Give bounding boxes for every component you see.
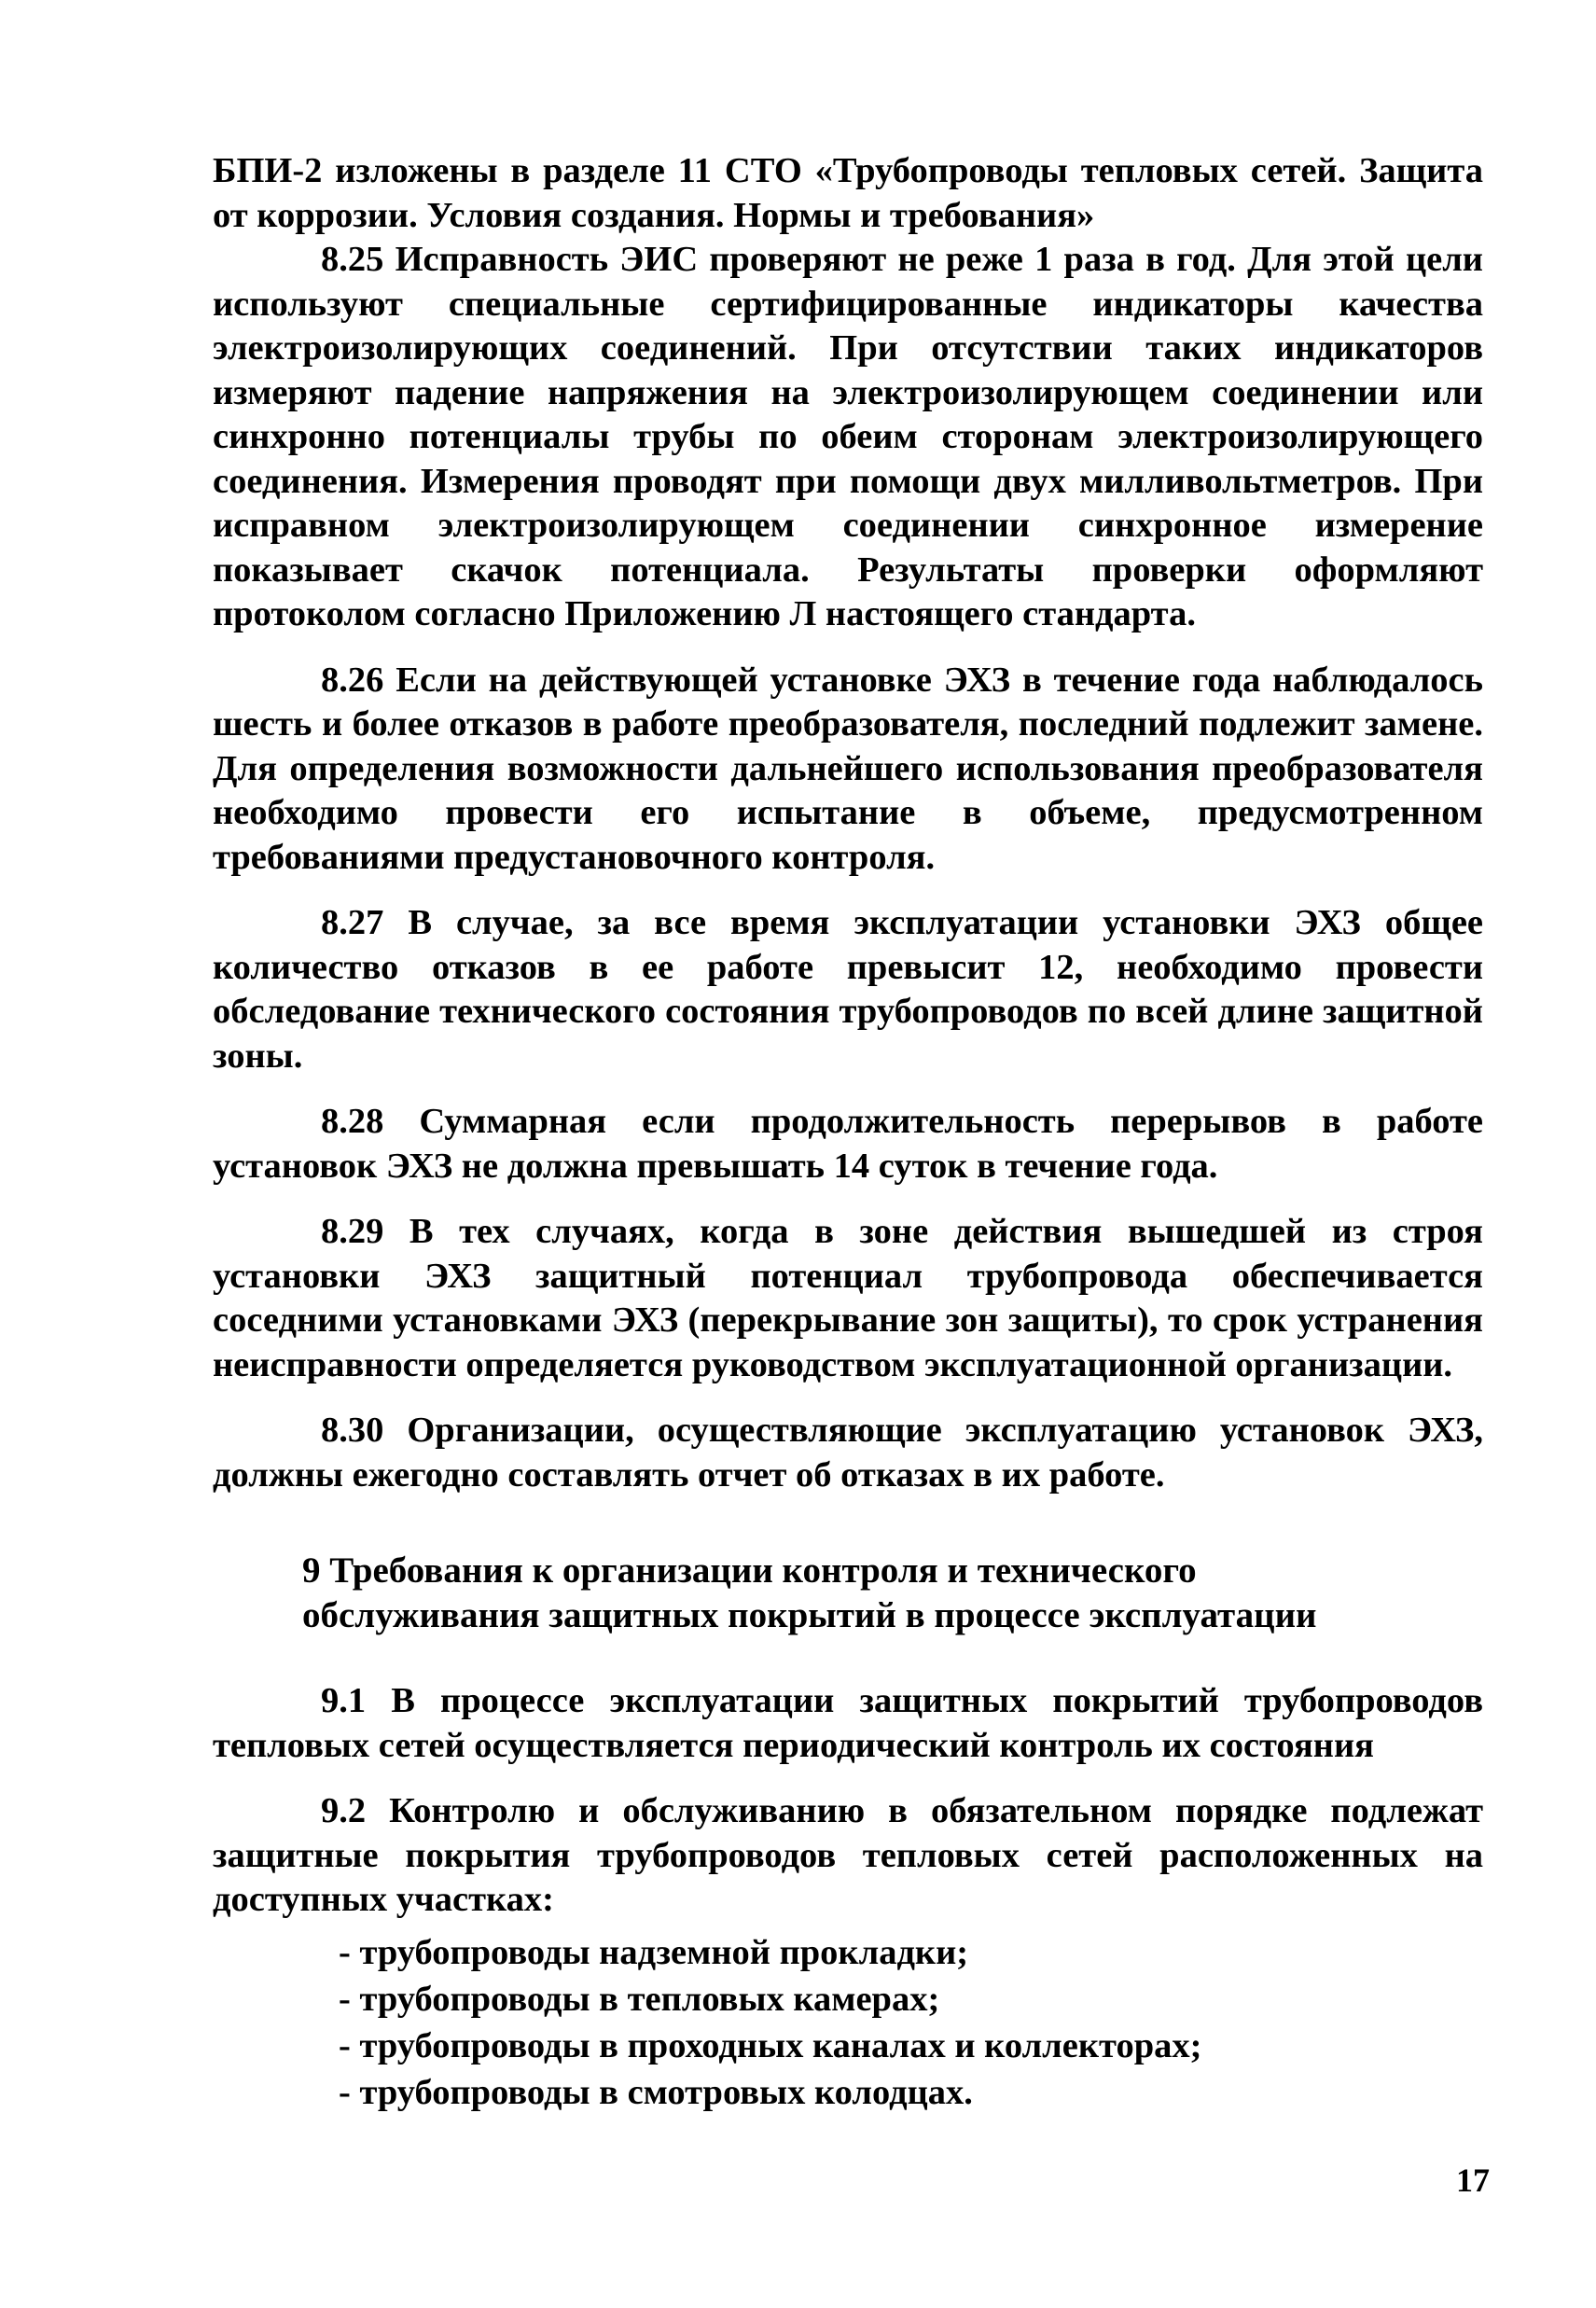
page-number: 17 <box>1456 2162 1490 2199</box>
location-list <box>213 1930 1483 2115</box>
paragraph-9-2: 9.2 Контролю и обслуживанию в обязательном порядке подлежат защитные покрытия трубопроводов тепловых сетей расположенных на доступных участках: <box>213 1791 1483 1919</box>
paragraph-9-1: 9.1 В процессе эксплуатации защитных покрытий трубопроводов тепловых сетей осуществляется периодический контроль их состояния <box>213 1681 1483 1765</box>
paragraph-8-26: 8.26 Если на действующей установке ЭХЗ в течение года наблюдалось шесть и более отказов в работе преобразователя, последний подлежит замене. Для определения возможности дальнейшего использования преобразователя необходимо провести его испытание в объеме, предусмотренном требованиями предустановочного контроля. <box>213 660 1483 877</box>
list-item: - трубопроводы надземной прокладки; <box>339 1932 969 1972</box>
section-9-heading <box>213 1549 1483 1638</box>
paragraph-8-30: 8.30 Организации, осуществляющие эксплуатацию установок ЭХЗ, должны ежегодно составлять отчет об отказах в их работе. <box>213 1411 1483 1495</box>
list-item: - трубопроводы в смотровых колодцах. <box>339 2072 973 2112</box>
document-page <box>213 149 1483 2117</box>
intro-paragraph: БПИ-2 изложены в разделе 11 СТО «Трубопроводы тепловых сетей. Защита от коррозии. Условия создания. Нормы и требования» <box>213 151 1483 235</box>
paragraph-8-29: 8.29 В тех случаях, когда в зоне действия вышедшей из строя установки ЭХЗ защитный потенциал трубопровода обеспечивается соседними установками ЭХЗ (перекрывание зон защиты), то срок устранения неисправности определяется руководством эксплуатационной организации. <box>213 1212 1483 1384</box>
section-9-heading-line-1: 9 Требования к организации контроля и технического <box>302 1550 1197 1591</box>
section-9-heading-line-2: обслуживания защитных покрытий в процессе эксплуатации <box>302 1595 1317 1635</box>
paragraph-8-27: 8.27 В случае, за все время эксплуатации установки ЭХЗ общее количество отказов в ее работе превысит 12, необходимо провести обследование технического состояния трубопроводов по всей длине защитной зоны. <box>213 903 1483 1076</box>
paragraph-8-28: 8.28 Суммарная если продолжительность перерывов в работе установок ЭХЗ не должна превышать 14 суток в течение года. <box>213 1102 1483 1186</box>
list-item: - трубопроводы в тепловых камерах; <box>339 1979 940 2019</box>
paragraph-8-25: 8.25 Исправность ЭИС проверяют не реже 1 раза в год. Для этой цели используют специальные сертифицированные индикаторы качества электроизолирующих соединений. При отсутствии таких индикаторов измеряют падение напряжения на электроизолирующем соединении или синхронно потенциалы трубы по обеим сторонам электроизолирующего соединения. Измерения проводят при помощи двух милливольтметров. При исправном электроизолирующем соединении синхронное измерение показывает скачок потенциала. Результаты проверки оформляют протоколом согласно Приложению Л настоящего стандарта. <box>213 240 1483 633</box>
list-item: - трубопроводы в проходных каналах и коллекторах; <box>339 2025 1202 2065</box>
